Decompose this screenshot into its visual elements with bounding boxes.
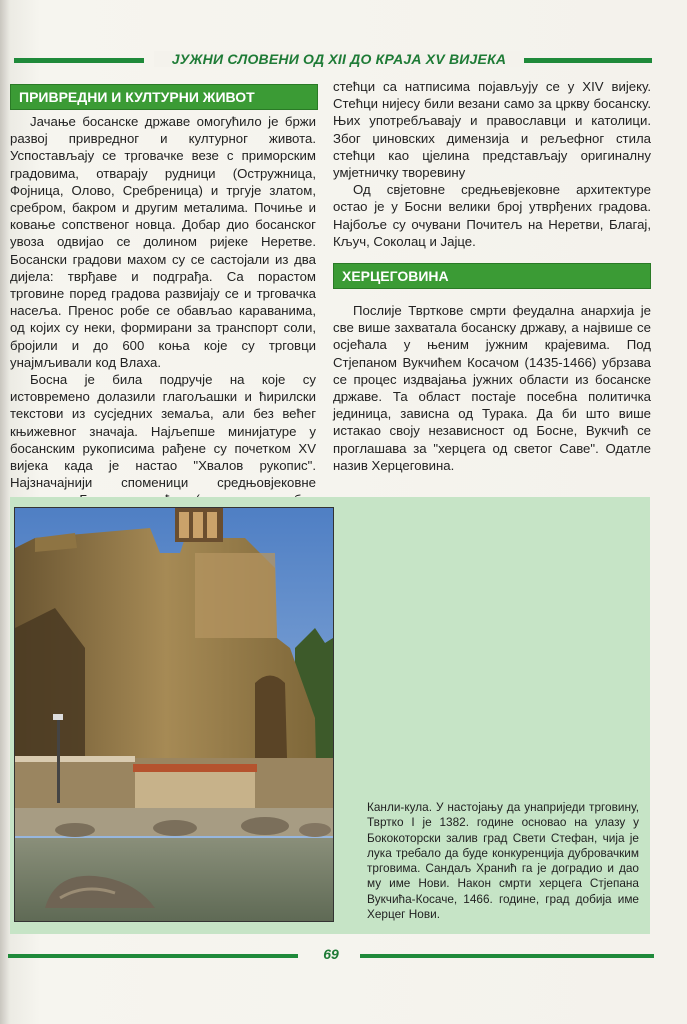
paragraph: Послије Твртковe смрти феудална анархија је све више захватала босанску државу, а највише се осјећала у њеним јужним крајевима. Под Стјепаном Вукчићем Косачом (1435-1466) убрзава се процес издвајања јужних области из босанске државе. Та област постаје посебна политичка јединица, зависна од Турака. Да би што више истакао своју независност од Босне, Вукчић се проглашава за "херцега од светог Саве". Одатле назив Херцеговина.: [333, 303, 651, 473]
paragraph: стећци са натписима појављују се у XIV вијеку. Стећци нијесу били везани само за цркву босанску. Њих употребљавају и православци и католици. Због џиновских димензија и рељефног стила стећци као цјелина представљају оригиналну умјетничку творевину: [333, 79, 651, 181]
paragraph: Од свјетовне средњевјековне архитектуре остао је у Босни велики број утврђених градова. Најбоље су очувани Почитељ на Неретви, Благај, Кључ, Соколац и Јајце.: [333, 182, 651, 249]
right-column-herzegovina-text: [333, 302, 651, 474]
running-header: [14, 52, 652, 68]
left-column-text: [10, 113, 316, 526]
header-rule-left: [14, 58, 144, 63]
header-title: ЈУЖНИ СЛОВЕНИ ОД XII ДО КРАЈА XV ВИЈЕКА: [154, 51, 524, 67]
paragraph: Босна је била подручје на које су истовремено долазили глагољашки и ћирилски текстови из сусједних земаља, али без већег књижевног значаја. Најљепше минијатуре у босанским рукописима рађене су почетком XV вијека када је настао "Хвалов рукопис". Најзначајнији споменици средњовјековне: [10, 372, 316, 491]
right-column-continuation: [333, 78, 651, 250]
fortress-illustration: [15, 508, 333, 921]
footer-rule-right: [360, 954, 654, 958]
section-heading-economy-culture: ПРИВРЕДНИ И КУЛТУРНИ ЖИВОТ: [10, 84, 318, 110]
figure-caption: [367, 800, 639, 922]
footer-rule-left: [8, 954, 298, 958]
page-footer: [8, 946, 654, 966]
page-number: 69: [323, 946, 339, 962]
fortress-photo: [14, 507, 334, 922]
caption-text: Канли-кула. У настојању да унаприједи трговину, Твртко I је 1382. године основао на улазу у Бококоторски залив град Свети Стефан, чија је лука требало да буде конкуренција дубровачким трговима. Сандаљ Хранић га је доградио и дао му име Нови. Након смрти херцега Стјепана Вукчића-Косаче, 1466. године, град добија име Херцег Нови.: [367, 800, 639, 922]
section-heading-herzegovina: ХЕРЦЕГОВИНА: [333, 263, 651, 289]
header-rule-right: [509, 58, 652, 63]
paragraph: Јачање босанске државе омогућило је бржи развој привредног и културног живота. Успостављају се трговачке везе с приморским градовима, отварају рудници (Остружница, Фојница, Олово, Сребреница) и тргује златом, сребром, бакром и другим металима. Почиње и ковање сопственог новца. Добар дио босанског увоза одвијао се долином ријеке Неретве. Босански градови махом су се састојали из два дијела: тврђаве и подграђа. Са порастом трговине поред градова развијају се и трговачка насеља. Пренос робе се обављао караванима, од којих су неки, формирани за транспорт соли, бројили и до 600 коња које су трговци унајмљивали код Влаха.: [10, 114, 316, 370]
